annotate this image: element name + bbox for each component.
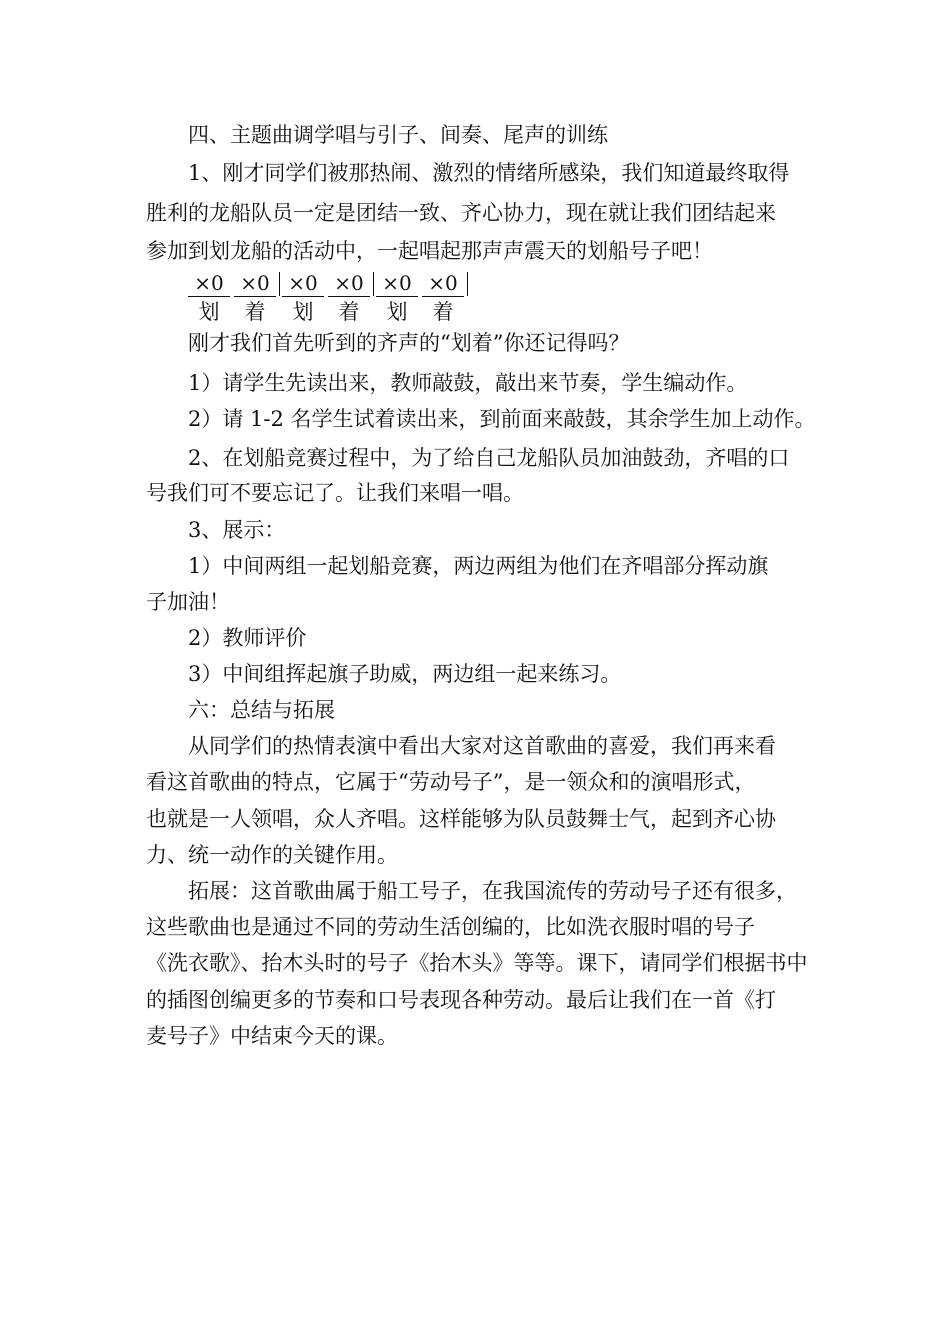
list-item-continuation: 子加油！ (146, 590, 230, 614)
rhythm-beat (422, 270, 464, 327)
paragraph-line: 麦号子》中结束今天的课。 (146, 1024, 398, 1048)
paragraph-line: 2、在划船竞赛过程中，为了给自己龙船队员加油鼓劲，齐唱的口 (188, 446, 790, 470)
rhythm-lyric: 划 (198, 300, 220, 324)
rhythm-note: ×0 (234, 270, 276, 297)
section-6-heading: 六：总结与拓展 (188, 698, 335, 722)
paragraph-line: 3、展示： (188, 518, 286, 542)
rhythm-beat (376, 270, 418, 327)
list-item: 3）中间组挥起旗子助威，两边组一起来练习。 (188, 662, 622, 686)
rhythm-note: ×0 (422, 270, 464, 297)
bar-line (279, 272, 280, 296)
list-item: 1）中间两组一起划船竞赛，两边两组为他们在齐唱部分挥动旗 (188, 554, 769, 578)
paragraph-line: 看这首歌曲的特点，它属于“劳动号子”，是一领众和的演唱形式， (146, 770, 756, 794)
rhythm-beat (234, 270, 276, 327)
rhythm-beat (328, 270, 370, 327)
paragraph-line: 刚才我们首先听到的齐声的“划着”你还记得吗？ (188, 331, 630, 355)
paragraph-line: 1、刚才同学们被那热闹、激烈的情绪所感染，我们知道最终取得 (188, 161, 790, 185)
rhythm-lyric: 划 (292, 300, 314, 324)
paragraph-line: 胜利的龙船队员一定是团结一致、齐心协力，现在就让我们团结起来 (146, 201, 776, 225)
list-item: 2）请 1-2 名学生试着读出来，到前面来敲鼓，其余学生加上动作。 (188, 407, 816, 431)
rhythm-note: ×0 (376, 270, 418, 297)
rhythm-note: ×0 (188, 270, 230, 297)
paragraph-line: 《洗衣歌》、抬木头时的号子《抬木头》等等。课下，请同学们根据书中 (146, 951, 808, 975)
rhythm-note: ×0 (282, 270, 324, 297)
paragraph-line: 从同学们的热情表演中看出大家对这首歌曲的喜爱，我们再来看 (188, 734, 776, 758)
paragraph-line: 这些歌曲也是通过不同的劳动生活创编的，比如洗衣服时唱的号子 (146, 915, 755, 939)
paragraph-line: 力、统一动作的关键作用。 (146, 843, 398, 867)
section-4-heading: 四、主题曲调学唱与引子、间奏、尾声的训练 (188, 123, 608, 147)
rhythm-lyric: 划 (386, 300, 408, 324)
list-item: 2）教师评价 (188, 626, 307, 650)
rhythm-lyric: 着 (432, 300, 454, 324)
bar-line (467, 272, 468, 296)
list-item: 1）请学生先读出来，教师敲鼓，敲出来节奏，学生编动作。 (188, 371, 748, 395)
paragraph-line: 的插图创编更多的节奏和口号表现各种劳动。最后让我们在一首《打 (146, 988, 776, 1012)
rhythm-lyric: 着 (244, 300, 266, 324)
paragraph-line: 号我们可不要忘记了。让我们来唱一唱。 (146, 481, 524, 505)
rhythm-beat (282, 270, 324, 327)
rhythm-lyric: 着 (338, 300, 360, 324)
paragraph-line: 也就是一人领唱，众人齐唱。这样能够为队员鼓舞士气，起到齐心协 (146, 807, 776, 831)
bar-line (373, 272, 374, 296)
paragraph-line: 拓展：这首歌曲属于船工号子，在我国流传的劳动号子还有很多， (188, 879, 797, 903)
rhythm-note: ×0 (328, 270, 370, 297)
paragraph-line: 参加到划龙船的活动中，一起唱起那声声震天的划船号子吧！ (146, 239, 713, 263)
rhythm-beat (188, 270, 230, 327)
